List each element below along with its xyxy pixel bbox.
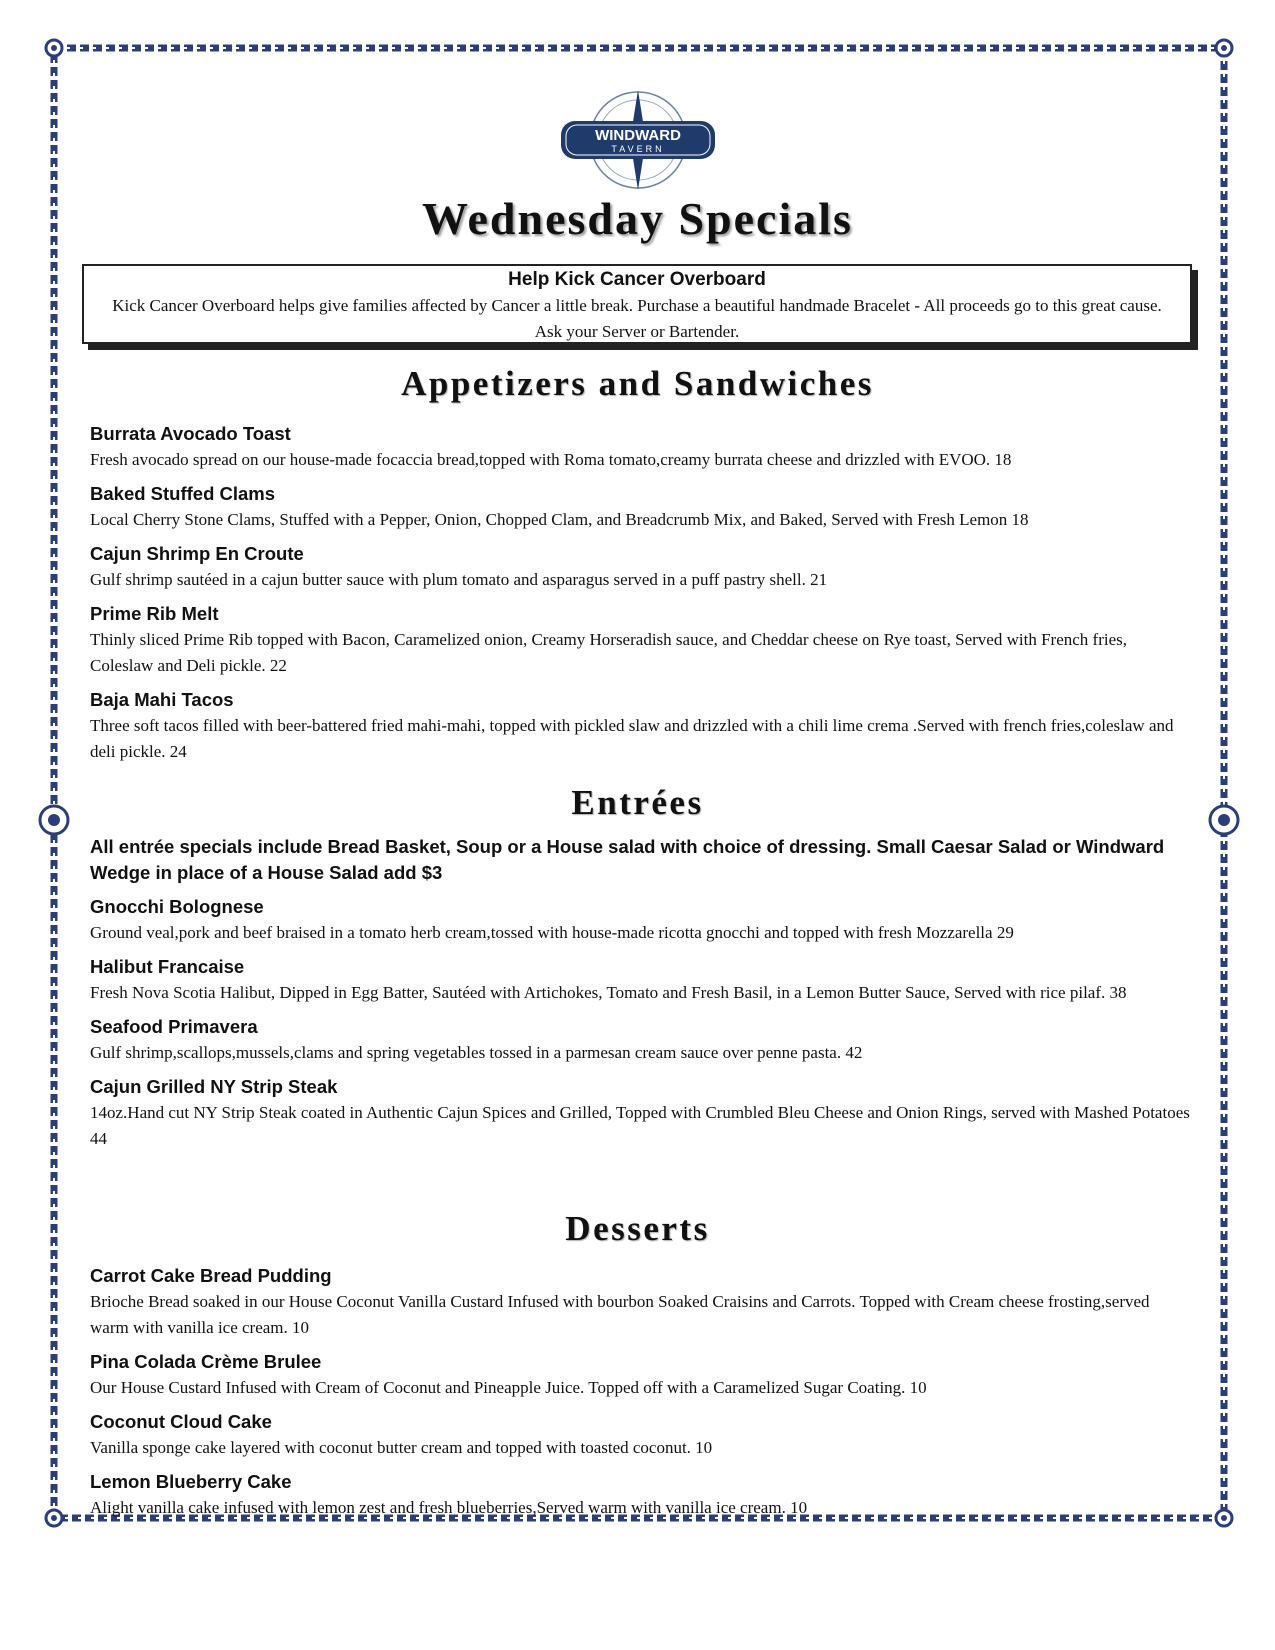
entrees-title: Entrées bbox=[571, 783, 704, 822]
item-description: Vanilla sponge cake layered with coconut butter cream and topped with toasted coconut. 10 bbox=[90, 1438, 713, 1457]
notice-heading: Help Kick Cancer Overboard bbox=[508, 269, 766, 290]
item-name: Seafood Primavera bbox=[90, 1016, 258, 1037]
item-description: 14oz.Hand cut NY Strip Steak coated in Authentic Cajun Spices and Grilled, Topped with Crumbled Bleu Cheese and Onion Rings, served with Mashed Potatoes 44 bbox=[90, 1103, 1190, 1148]
item-description: Local Cherry Stone Clams, Stuffed with a Pepper, Onion, Chopped Clam, and Breadcrumb Mix, and Baked, Served with Fresh Lemon 18 bbox=[90, 510, 1029, 529]
logo-line1: WINDWARD bbox=[594, 127, 681, 144]
desserts-title: Desserts bbox=[565, 1209, 710, 1248]
item-name: Gnocchi Bolognese bbox=[90, 896, 264, 917]
item-description: Our House Custard Infused with Cream of Coconut and Pineapple Juice. Topped off with a Caramelized Sugar Coating. 10 bbox=[90, 1378, 927, 1397]
item-name: Prime Rib Melt bbox=[90, 603, 219, 624]
menu-item bbox=[90, 1349, 1190, 1401]
item-name: Pina Colada Crème Brulee bbox=[90, 1351, 322, 1372]
menu-item bbox=[90, 541, 1190, 593]
page-title: Wednesday Specials bbox=[422, 193, 853, 244]
item-description: Fresh Nova Scotia Halibut, Dipped in Egg Batter, Sautéed with Artichokes, Tomato and Fresh Basil, in a Lemon Butter Sauce, Served with rice pilaf. 38 bbox=[90, 983, 1127, 1002]
logo-line2: TAVERN bbox=[610, 144, 665, 154]
menu-item bbox=[90, 687, 1190, 765]
item-description: Ground veal,pork and beef braised in a tomato herb cream,tossed with house-made ricotta gnocchi and topped with fresh Mozzarella 29 bbox=[90, 923, 1014, 942]
menu-item bbox=[90, 954, 1190, 1006]
item-description: Thinly sliced Prime Rib topped with Bacon, Caramelized onion, Creamy Horseradish sauce, and Cheddar cheese on Rye toast, Served with French fries, Coleslaw and Deli pickle. 22 bbox=[90, 630, 1127, 675]
item-name: Cajun Shrimp En Croute bbox=[90, 543, 304, 564]
item-description: Brioche Bread soaked in our House Coconut Vanilla Custard Infused with bourbon Soaked Craisins and Carrots. Topped with Cream cheese frosting,served warm with vanilla ice cream. 10 bbox=[90, 1292, 1150, 1337]
item-description: Gulf shrimp sautéed in a cajun butter sauce with plum tomato and asparagus served in a puff pastry shell. 21 bbox=[90, 570, 828, 589]
appetizers-section bbox=[90, 421, 1190, 773]
entree-note: All entrée specials include Bread Basket, Soup or a House salad with choice of dressing. Small Caesar Salad or Windward Wedge in place of a House Salad add $3 bbox=[90, 836, 1165, 883]
item-description: Gulf shrimp,scallops,mussels,clams and spring vegetables tossed in a parmesan cream sauce over penne pasta. 42 bbox=[90, 1043, 863, 1062]
menu-item bbox=[90, 894, 1190, 946]
desserts-section bbox=[90, 1263, 1190, 1529]
menu-item bbox=[90, 481, 1190, 533]
menu-item bbox=[90, 601, 1190, 679]
item-name: Carrot Cake Bread Pudding bbox=[90, 1265, 332, 1286]
entrees-section bbox=[90, 834, 1190, 1160]
item-name: Burrata Avocado Toast bbox=[90, 423, 291, 444]
item-name: Baked Stuffed Clams bbox=[90, 483, 276, 504]
menu-item bbox=[90, 1014, 1190, 1066]
cancer-notice-box bbox=[82, 264, 1192, 344]
appetizers-title: Appetizers and Sandwiches bbox=[401, 364, 874, 403]
item-description: Fresh avocado spread on our house-made focaccia bread,topped with Roma tomato,creamy burrata cheese and drizzled with EVOO. 18 bbox=[90, 450, 1012, 469]
item-description: Alight vanilla cake infused with lemon zest and fresh blueberries,Served warm with vanilla ice cream. 10 bbox=[90, 1498, 808, 1517]
item-name: Baja Mahi Tacos bbox=[90, 689, 234, 710]
item-name: Cajun Grilled NY Strip Steak bbox=[90, 1076, 338, 1097]
notice-body: Kick Cancer Overboard helps give families affected by Cancer a little break. Purchase a beautiful handmade Bracelet - All proceeds go to this great cause. Ask your Server or Bartender. bbox=[112, 296, 1162, 341]
menu-item bbox=[90, 1469, 1190, 1521]
menu-item bbox=[90, 1074, 1190, 1152]
windward-tavern-logo bbox=[558, 88, 718, 192]
menu-item bbox=[90, 421, 1190, 473]
menu-item bbox=[90, 1409, 1190, 1461]
item-description: Three soft tacos filled with beer-battered fried mahi-mahi, topped with pickled slaw and drizzled with a chili lime crema .Served with french fries,coleslaw and deli pickle. 24 bbox=[90, 716, 1174, 761]
menu-item bbox=[90, 1263, 1190, 1341]
item-name: Coconut Cloud Cake bbox=[90, 1411, 272, 1432]
item-name: Halibut Francaise bbox=[90, 956, 245, 977]
item-name: Lemon Blueberry Cake bbox=[90, 1471, 292, 1492]
logo bbox=[0, 88, 1275, 197]
